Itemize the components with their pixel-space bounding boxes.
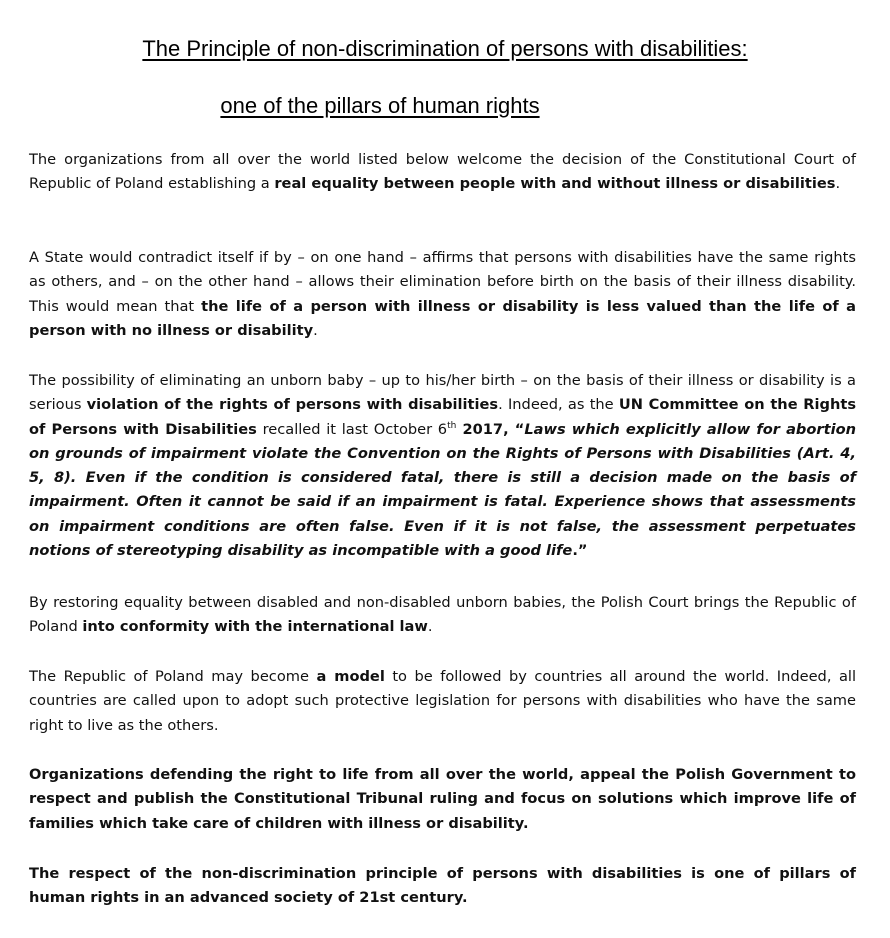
text: The Republic of Poland may become [29,668,317,685]
text: The possibility of eliminating an unborn baby – up to his/her birth – on the basis of their illness or disability is a serious [29,372,856,414]
text: A State would contradict itself if by – on one hand – affirms that persons with disabilities have the same rights as others, and – on the other hand – allows their elimination before birth on the basis of their illness disability. This would mean that [29,249,856,315]
bold-text: The respect of the non-discrimination principle of persons with disabilities is one of pillars of human rights in an advanced society of 21st century. [29,865,856,907]
bold-text: UN Committee on the Rights of Persons with Disabilities [29,396,857,438]
quote-text [29,421,856,559]
superscript: th [447,420,457,431]
document-subtitle: one of the pillars of human rights [220,93,540,118]
paragraph-contradiction [29,246,856,343]
text: . [835,175,841,193]
text: . Indeed, as the [498,396,619,414]
bold-text: .” [572,542,588,560]
bold-text: 2017, “ [456,420,525,438]
bold-text: a model [316,668,385,685]
text: The organizations from all over the world listed below welcome the decision of the Constitutional Court of Republic of Poland establishing a [29,151,856,193]
document-title: The Principle of non-discrimination of persons with disabilities: [142,36,748,61]
paragraph-model [29,665,856,738]
text: recalled it last October 6 [256,420,448,438]
text: . [427,618,433,636]
text: to be followed by countries all around the world. Indeed, all countries are called upon to adopt such protective legislation for persons with disabilities who have the same right to live as the others. [29,668,857,734]
bold-text: into conformity with the international law [82,618,428,636]
bold-text: Organizations defending the right to life from all over the world, appeal the Polish Government to respect and publish the Constitutional Tribunal ruling and focus on solutions which improve life of families which take care of children with illness or disability. [29,766,856,832]
paragraph-conclusion [29,862,856,911]
bold-text: violation of the rights of persons with disabilities [86,396,499,414]
italic-quote: Laws which explicitly allow for abortion on grounds of impairment violate the Convention on the Rights of Persons with Disabilities (Art. 4, 5, 8). Even if the condition is considered fatal, there is still a decision made on the basis of impairment. Often it cannot be said if an impairment is fatal. Experience shows that assessments on impairment conditions are often false. Even if it is not false, the assessment perpetuates notions of stereotyping disability as incompatible with a good life [29,420,857,560]
paragraph-welcome [29,148,856,197]
text: By restoring equality between disabled and non-disabled unborn babies, the Polish Court brings the Republic of Poland [29,594,856,636]
paragraph-un-committee [29,369,856,563]
paragraph-appeal [29,763,856,836]
paragraph-conformity [29,591,856,640]
text: . [313,321,318,339]
bold-text: real equality between people with and without illness or disabilities [274,175,836,193]
bold-text: the life of a person with illness or disability is less valued than the life of a person with no illness or disability [29,297,856,339]
